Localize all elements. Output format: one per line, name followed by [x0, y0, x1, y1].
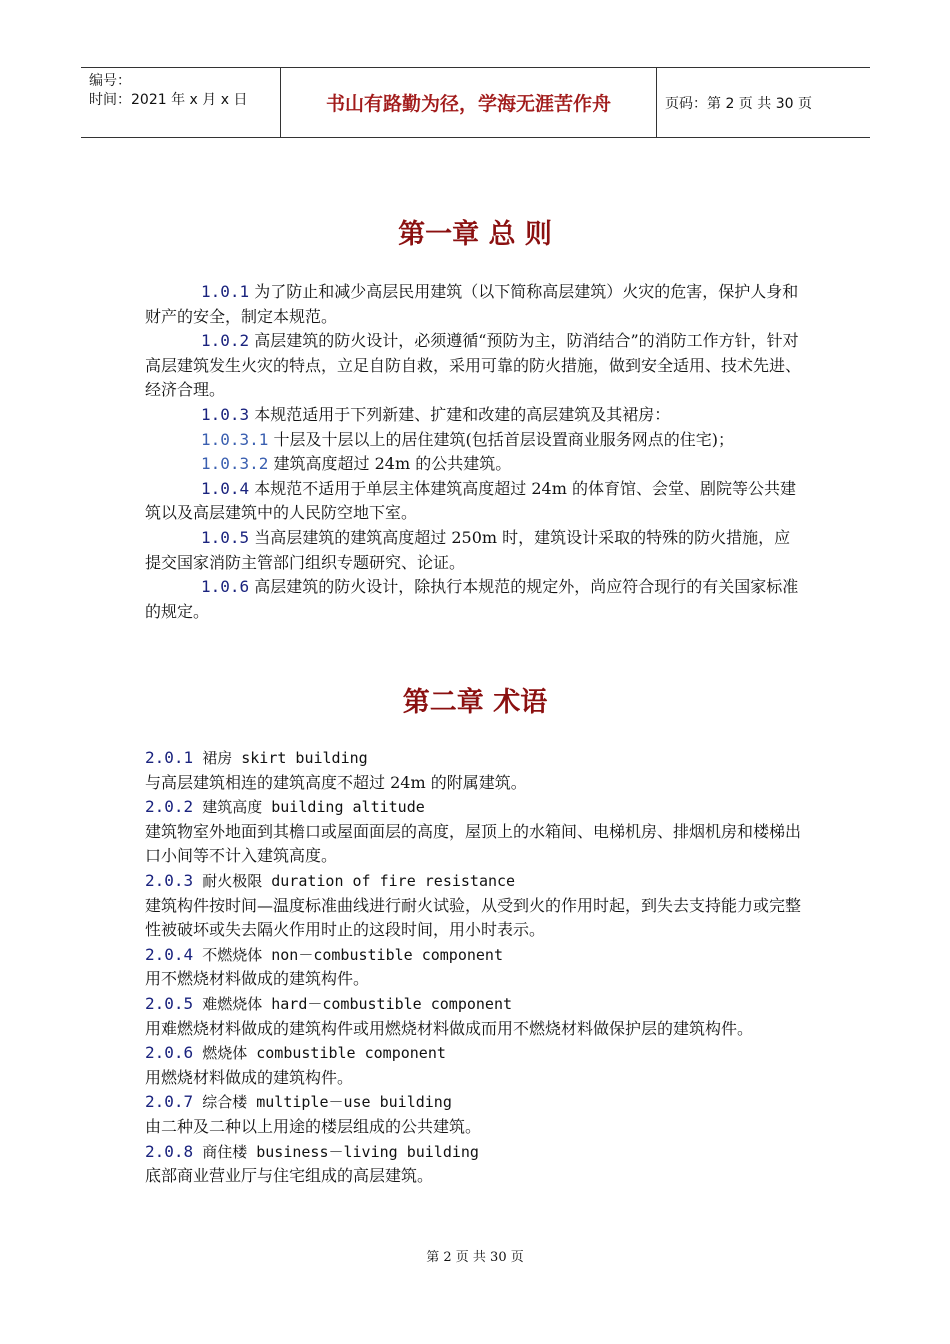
clause-number: 1.0.4 [201, 478, 250, 498]
clause-1-0-2 [145, 329, 805, 403]
term-2-0-1 [145, 746, 805, 771]
term-name: 裙房 skirt building [193, 749, 368, 767]
term-definition: 由二种及二种以上用途的楼层组成的公共建筑。 [145, 1116, 482, 1136]
chapter-2-body [145, 746, 805, 1189]
header-page-info: 页码：第 2 页 共 30 页 [665, 95, 812, 112]
term-number: 2.0.6 [145, 1043, 194, 1063]
page-header [81, 67, 870, 138]
term-2-0-7 [145, 1090, 805, 1115]
term-2-0-5 [145, 992, 805, 1017]
chapter-1-body [145, 280, 805, 624]
clause-text: 当高层建筑的建筑高度超过 250m 时，建筑设计采取的特殊的防火措施，应提交国家消防主管部门组织专题研究、论证。 [145, 527, 791, 572]
term-number: 2.0.8 [145, 1141, 194, 1161]
term-2-0-6 [145, 1041, 805, 1066]
clause-number: 1.0.3.1 [201, 429, 269, 449]
page-footer: 第 2 页 共 30 页 [426, 1250, 524, 1265]
clause-number: 1.0.5 [201, 527, 250, 547]
term-number: 2.0.5 [145, 993, 194, 1013]
clause-number: 1.0.3.2 [201, 454, 269, 474]
clause-1-0-3-1 [145, 428, 805, 453]
header-time: 时间：2021 年 x 月 x 日 [89, 92, 248, 108]
clause-text: 本规范适用于下列新建、扩建和改建的高层建筑及其裙房： [249, 404, 671, 424]
chapter-1-title: 第一章 总 则 [398, 219, 552, 250]
clause-1-0-4 [145, 477, 805, 526]
clause-number: 1.0.2 [201, 331, 250, 351]
term-name: 不燃烧体 non－combustible component [193, 945, 503, 964]
term-name: 难燃烧体 hard－combustible component [193, 994, 513, 1013]
clause-text: 建筑高度超过 24m 的公共建筑。 [268, 454, 512, 474]
term-name: 综合楼 multiple－use building [193, 1093, 452, 1112]
clause-1-0-3-2 [145, 452, 805, 477]
term-number: 2.0.7 [145, 1092, 194, 1112]
term-definition: 用不燃烧材料做成的建筑构件。 [145, 969, 370, 989]
term-number: 2.0.4 [145, 944, 194, 964]
term-definition: 用难燃烧材料做成的建筑构件或用燃烧材料做成而用不燃烧材料做保护层的建筑构件。 [145, 1018, 754, 1038]
term-2-0-2 [145, 795, 805, 820]
term-2-0-8 [145, 1140, 805, 1165]
clause-1-0-5 [145, 526, 805, 575]
clause-number: 1.0.6 [201, 577, 250, 597]
term-definition: 与高层建筑相连的建筑高度不超过 24m 的附属建筑。 [145, 772, 527, 792]
term-2-0-4 [145, 943, 805, 968]
clause-text: 为了防止和减少高层民用建筑（以下简称高层建筑）火灾的危害，保护人身和财产的安全，制定本规范。 [145, 282, 799, 326]
term-2-0-3 [145, 869, 805, 894]
clause-text: 高层建筑的防火设计，除执行本规范的规定外，尚应符合现行的有关国家标准的规定。 [145, 577, 799, 621]
term-number: 2.0.2 [145, 797, 194, 817]
term-definition: 用燃烧材料做成的建筑构件。 [145, 1067, 354, 1087]
term-definition: 建筑物室外地面到其檐口或屋面面层的高度，屋顶上的水箱间、电梯机房、排烟机房和楼梯出口小间等不计入建筑高度。 [145, 821, 802, 866]
clause-number: 1.0.3 [201, 404, 250, 424]
term-number: 2.0.3 [145, 870, 194, 890]
header-meta [81, 68, 281, 137]
chapter-2-title: 第二章 术语 [402, 687, 548, 718]
term-definition: 建筑构件按时间—温度标准曲线进行耐火试验，从受到火的作用时起，到失去支持能力或完整性被破坏或失去隔火作用时止的这段时间，用小时表示。 [145, 895, 802, 940]
clause-text: 高层建筑的防火设计，必须遵循“预防为主，防消结合”的消防工作方针，针对高层建筑发生火灾的特点，立足自防自救，采用可靠的防火措施，做到安全适用、技术先进、经济合理。 [145, 331, 802, 400]
term-name: 耐火极限 duration of fire resistance [193, 871, 516, 890]
term-definition: 底部商业营业厅与住宅组成的高层建筑。 [145, 1166, 434, 1186]
term-name: 建筑高度 building altitude [193, 798, 425, 817]
clause-text: 本规范不适用于单层主体建筑高度超过 24m 的体育馆、会堂、剧院等公共建筑以及高层建筑中的人民防空地下室。 [145, 478, 796, 523]
term-number: 2.0.1 [145, 748, 194, 767]
clause-1-0-1 [145, 280, 805, 329]
header-motto: 书山有路勤为径，学海无涯苦作舟 [281, 68, 657, 137]
clause-number: 1.0.1 [201, 282, 250, 301]
clause-1-0-3 [145, 403, 805, 428]
clause-1-0-6 [145, 575, 805, 624]
term-name: 商住楼 business－living building [193, 1142, 479, 1161]
term-name: 燃烧体 combustible component [193, 1044, 446, 1063]
clause-text: 十层及十层以上的居住建筑(包括首层设置商业服务网点的住宅)； [268, 429, 735, 449]
header-serial: 编号： [89, 73, 131, 89]
